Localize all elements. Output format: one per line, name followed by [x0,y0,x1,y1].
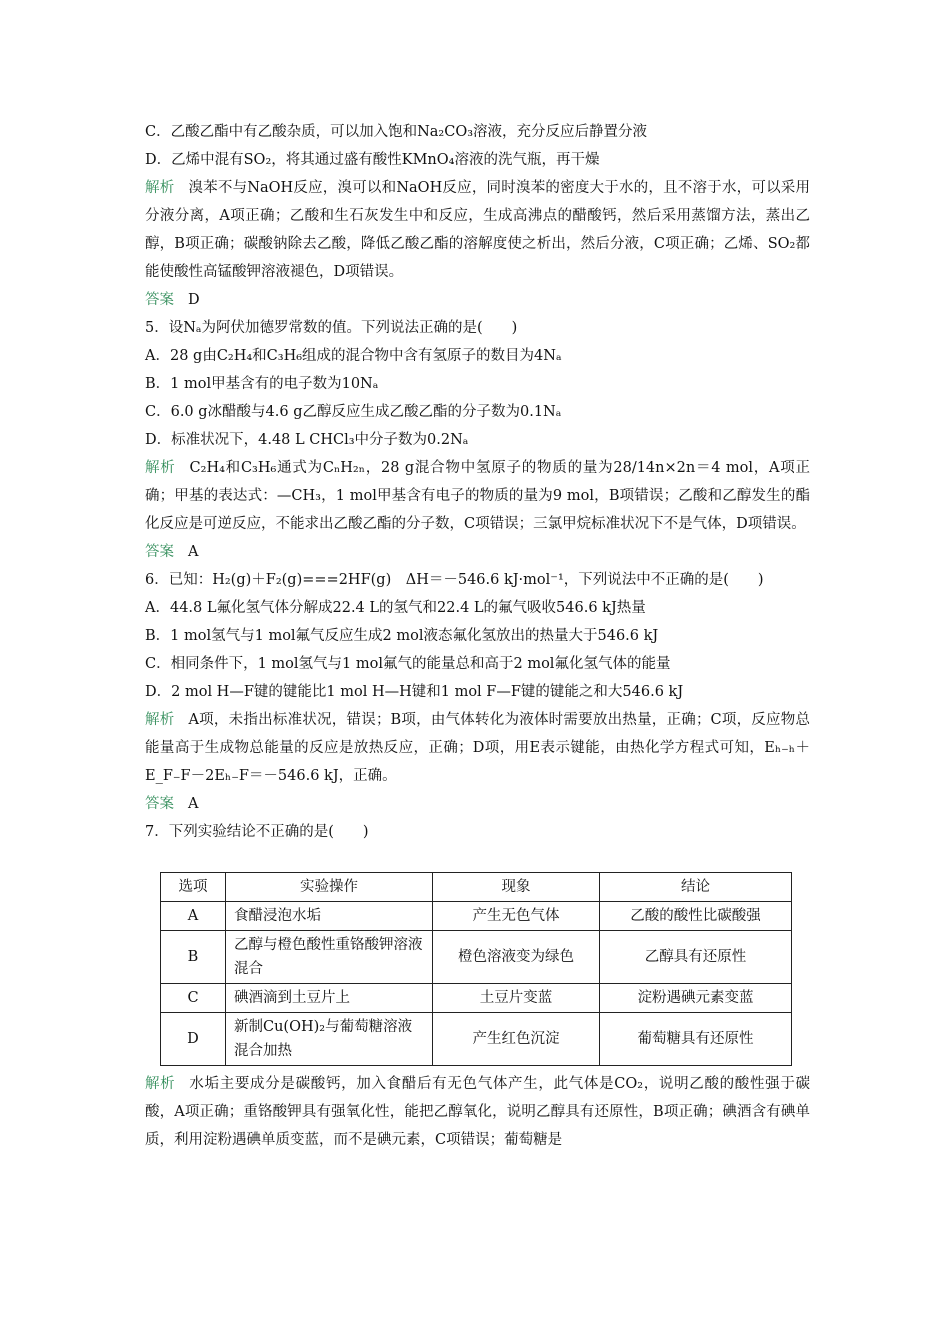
q6-answer [145,790,810,818]
table-cell: 乙醇具有还原性 [600,931,792,984]
table-cell: 产生红色沉淀 [433,1013,600,1066]
q4-answer-value: D [188,292,200,308]
table-cell: D [161,1013,226,1066]
table-cell: A [161,902,226,931]
q7-analysis-text: 水垢主要成分是碳酸钙，加入食醋后有无色气体产生，此气体是CO₂，说明乙酸的酸性强于碳酸，A项正确；重铬酸钾具有强氧化性，能把乙醇氧化，说明乙醇具有还原性，B项正确；碘酒含有碘单质，利用淀粉遇碘单质变蓝，而不是碘元素，C项错误；葡萄糖是 [145,1076,811,1148]
q6-analysis [145,706,810,790]
q4-answer [145,286,810,314]
analysis-label: 解析 [145,1076,176,1092]
q6-stem: 6．已知：H₂(g)＋F₂(g)===2HF(g) ΔH＝－546.6 kJ·mol⁻¹，下列说法中不正确的是( ) [145,572,764,588]
table-cell: C [161,984,226,1013]
answer-label: 答案 [145,544,174,560]
q5-option-c: C．6.0 g冰醋酸与4.6 g乙醇反应生成乙酸乙酯的分子数为0.1Nₐ [145,404,562,420]
q4-analysis-text: 溴苯不与NaOH反应，溴可以和NaOH反应，同时溴苯的密度大于水的，且不溶于水，可以采用分液分离，A项正确；乙酸和生石灰发生中和反应，生成高沸点的醋酸钙，然后采用蒸馏方法，蒸出乙醇，B项正确；碳酸钠除去乙酸，降低乙酸乙酯的溶解度使之析出，然后分液，C项正确；乙烯、SO₂都能使酸性高锰酸钾溶液褪色，D项错误。 [145,180,811,280]
q6-option-d: D．2 mol H—F键的键能比1 mol H—H键和1 mol F—F键的键能之和大546.6 kJ [145,684,684,700]
q6-option-b: B．1 mol氢气与1 mol氟气反应生成2 mol液态氟化氢放出的热量大于546.6 kJ [145,628,659,644]
q5-stem: 5．设Nₐ为阿伏加德罗常数的值。下列说法正确的是( ) [145,320,518,336]
table-header-cell: 实验操作 [226,873,433,902]
table-header-row [161,873,792,902]
table-cell: 产生无色气体 [433,902,600,931]
table-cell: 淀粉遇碘元素变蓝 [600,984,792,1013]
table-cell: 新制Cu(OH)₂与葡萄糖溶液混合加热 [226,1013,433,1066]
table-cell: 乙酸的酸性比碳酸强 [600,902,792,931]
table-header-cell: 现象 [433,873,600,902]
analysis-label: 解析 [145,460,176,476]
q7-table [160,872,792,1066]
table-cell: 碘酒滴到土豆片上 [226,984,433,1013]
table-row [161,984,792,1013]
q5-option-a: A．28 g由C₂H₄和C₃H₆组成的混合物中含有氢原子的数目为4Nₐ [145,348,562,364]
answer-label: 答案 [145,796,174,812]
table-header-cell: 选项 [161,873,226,902]
analysis-label: 解析 [145,180,175,196]
q6-option-c: C．相同条件下，1 mol氢气与1 mol氟气的能量总和高于2 mol氟化氢气体的能量 [145,656,671,672]
q5-answer [145,538,810,566]
analysis-label: 解析 [145,712,175,728]
table-cell: 橙色溶液变为绿色 [433,931,600,984]
q6-analysis-text: A项，未指出标准状况，错误；B项，由气体转化为液体时需要放出热量，正确；C项，反应物总能量高于生成物总能量的反应是放热反应，正确；D项，用E表示键能，由热化学方程式可知，Eₕ₋ₕ＋E_F₋F－2Eₕ₋F＝－546.6 kJ，正确。 [145,712,811,784]
table-header-cell: 结论 [600,873,792,902]
q7-analysis [145,1070,810,1154]
table-row [161,1013,792,1066]
q4-option-d: D．乙烯中混有SO₂，将其通过盛有酸性KMnO₄溶液的洗气瓶，再干燥 [145,152,600,168]
q5-analysis-text: C₂H₄和C₃H₆通式为CₙH₂ₙ，28 g混合物中氢原子的物质的量为28/14n×2n＝4 mol，A项正确；甲基的表达式：—CH₃，1 mol甲基含有电子的物质的量为9 mol，B项错误；乙酸和乙醇发生的酯化反应是可逆反应，不能求出乙酸乙酯的分子数，C项错误；三氯甲烷标准状况下不是气体，D项错误。 [145,460,811,532]
q5-option-b: B．1 mol甲基含有的电子数为10Nₐ [145,376,379,392]
q4-analysis [145,174,810,286]
answer-label: 答案 [145,292,174,308]
q5-answer-value: A [188,544,199,560]
table-cell: B [161,931,226,984]
table-cell: 乙醇与橙色酸性重铬酸钾溶液混合 [226,931,433,984]
q7-stem: 7．下列实验结论不正确的是( ) [145,824,369,840]
table-cell: 土豆片变蓝 [433,984,600,1013]
table-row [161,931,792,984]
table-cell: 葡萄糖具有还原性 [600,1013,792,1066]
table-row [161,902,792,931]
q5-analysis [145,454,810,538]
q4-option-c: C．乙酸乙酯中有乙酸杂质，可以加入饱和Na₂CO₃溶液，充分反应后静置分液 [145,124,648,140]
table-cell: 食醋浸泡水垢 [226,902,433,931]
q6-answer-value: A [188,796,199,812]
q5-option-d: D．标准状况下，4.48 L CHCl₃中分子数为0.2Nₐ [145,432,469,448]
q6-option-a: A．44.8 L氟化氢气体分解成22.4 L的氢气和22.4 L的氟气吸收546.6 kJ热量 [145,600,646,616]
page [145,118,810,1154]
